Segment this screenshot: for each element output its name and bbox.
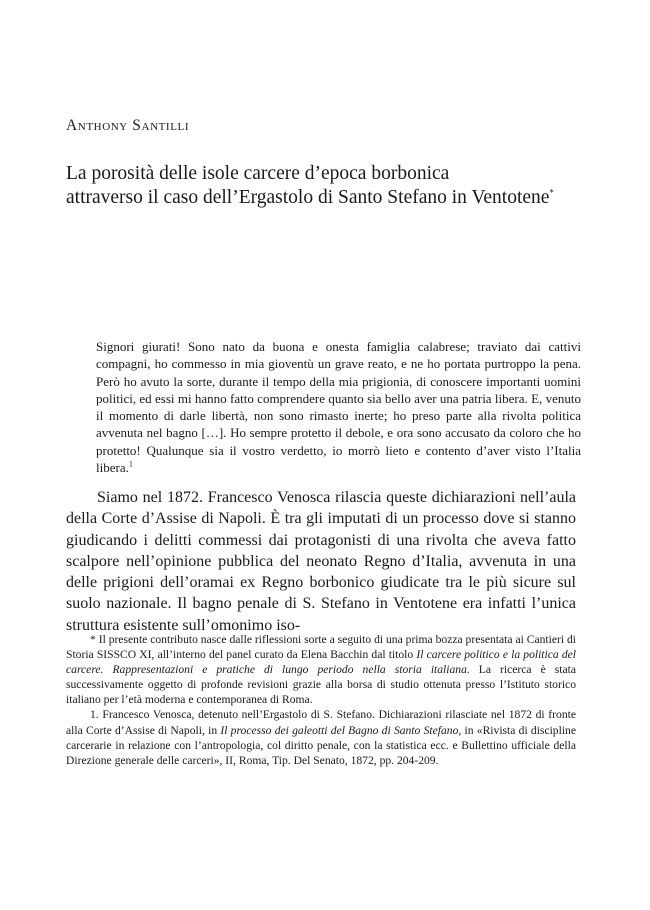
footnotes <box>66 632 576 768</box>
footnote-star-text-2: . La ricerca è stata successivamente oggetto di profonde revisioni grazie alla borsa di studio ottenuta presso l’Istituto storico italiano per l’età moderna e contemporanea di Roma. <box>66 663 576 707</box>
article-title <box>66 162 606 210</box>
footnote-1 <box>66 707 576 767</box>
footnote-star-italic: Il carcere politico e la politica del carcere. Rappresentazioni e pratiche di lungo periodo nella storia italiana <box>66 648 576 677</box>
body-paragraph: Siamo nel 1872. Francesco Venosca rilascia queste dichiarazioni nell’aula della Corte d’Assise di Napoli. È tra gli imputati di un processo dove si stanno giudicando i delitti commessi dai protagonisti di una rivolta che aveva fatto scalpore nell’opinione pubblica del neonato Regno d’Italia, avvenuta in una delle prigioni dell’oramai ex Regno borbonico giudicate tra le più sicure sul suolo nazionale. Il bagno penale di S. Stefano in Ventotene era infatti l’unica struttura esistente sull’omonimo iso- <box>66 489 576 634</box>
quote-text: Signori giurati! Sono nato da buona e onesta famiglia calabrese; traviato dai cattivi compagni, ho commesso in mia gioventù un grave reato, e ne ho portata purtroppo la pena. Però ho avuto la sorte, durante il tempo della mia prigionia, di conoscere importanti uomini politici, ed essi mi hanno fatto comprendere quanto sia bello aver una patria libera. E, venuto il momento di darle libertà, non sono rimasto inerte; ho preso parte alla rivolta politica avvenuta nel bagno […]. Ho sempre protetto il debole, e ora sono accusato da coloro che ho protetto! Qualunque sia il vostro verdetto, io morrò lieto e contento d’aver visto l’Italia libera. <box>96 339 581 476</box>
footnote-star <box>66 632 576 707</box>
footnote-1-italic: Il processo dei galeotti del Bagno di Santo Stefano <box>220 723 459 737</box>
quote-footnote-mark: 1 <box>128 459 133 469</box>
title-line-2: attraverso il caso dell’Ergastolo di Santo Stefano in Ventotene <box>66 187 550 208</box>
epigraph-quote <box>96 338 581 476</box>
footnote-star-text-1: * Il presente contributo nasce dalle riflessioni sorte a seguito di una prima bozza presentata ai Cantieri di Storia SISSCO XI, all’interno del panel curato da Elena Bacchin dal titolo <box>66 633 576 662</box>
footnote-1-text-2: , in «Rivista di discipline carcerarie in relazione con l’antropologia, col diritto penale, con la statistica ecc. e Bullettino ufficiale della Direzione generale delle carceri», II, Roma, Tip. Del Senato, 1872, pp. 204-209. <box>66 723 576 767</box>
title-line-1: La porosità delle isole carcere d’epoca borbonica <box>66 163 450 184</box>
footnote-1-text-1: 1. Francesco Venosca, detenuto nell’Ergastolo di S. Stefano. Dichiarazioni rilasciate nel 1872 di fronte alla Corte d’Assise di Napoli, in <box>66 708 576 737</box>
title-footnote-mark: * <box>549 187 554 198</box>
author-name: Anthony Santilli <box>66 117 190 134</box>
